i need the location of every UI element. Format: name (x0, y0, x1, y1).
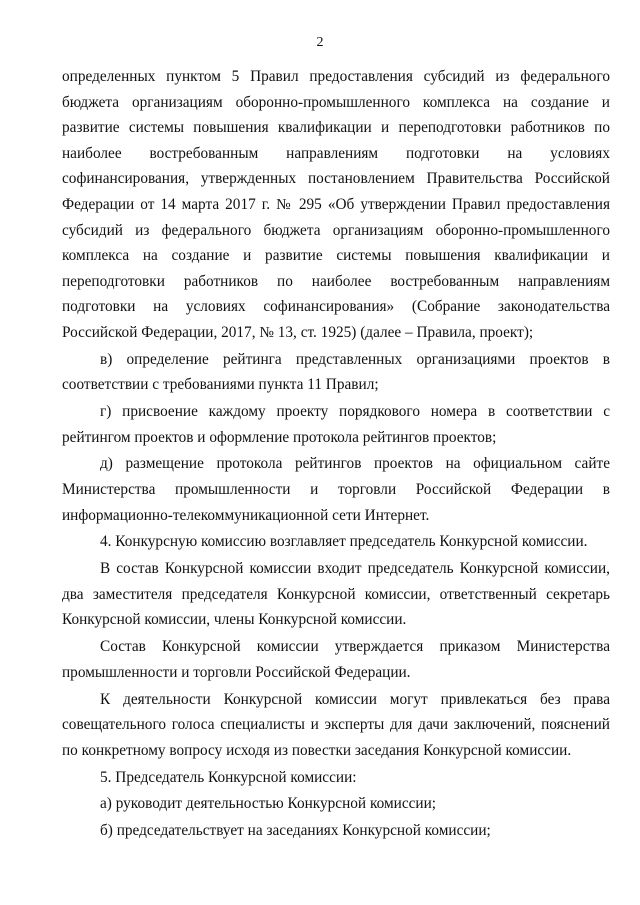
paragraph-section-5: 5. Председатель Конкурсной комиссии: (100, 768, 357, 786)
page-number: 2 (316, 35, 324, 50)
paragraph-commission-approval: Состав Конкурсной комиссии утверждается приказом Министерства промышленности и торговли Российской Федерации. (62, 638, 610, 681)
paragraph-experts: К деятельности Конкурсной комиссии могут привлекаться без права совещательного голоса специалисты и эксперты для дачи заключений, пояснений по конкретному вопросу исходя из повестки заседания Конкурсной комиссии. (62, 690, 610, 759)
paragraph-regulation-reference: определенных пунктом 5 Правил предоставления субсидий из федерального бюджета организациям оборонно-промышленного комплекса на создание и развитие системы повышения квалификации и переподготовки работников по наиболее востребованным направлениям подготовки на условиях софинансирования, утвержденных постановлением Правительства Российской Федерации от 14 марта 2017 г. № 295 «Об утверждении Правил предоставления субсидий из федерального бюджета организациям оборонно-промышленного комплекса на создание и развитие системы повышения квалификации и переподготовки работников по наиболее востребованным направлениям подготовки на условиях софинансирования» (Собрание законодательства Российской Федерации, 2017, № 13, ст. 1925) (далее – Правила, проект); (62, 68, 610, 341)
paragraph-item-a: а) руководит деятельностью Конкурсной комиссии; (100, 795, 437, 813)
paragraph-commission-composition: В состав Конкурсной комиссии входит председатель Конкурсной комиссии, два заместителя председателя Конкурсной комиссии, ответственный секретарь Конкурсной комиссии, члены Конкурсной комиссии. (62, 560, 610, 629)
document-body (62, 64, 610, 845)
paragraph-section-4: 4. Конкурсную комиссию возглавляет председатель Конкурсной комиссии. (100, 533, 588, 551)
paragraph-item-b: б) председательствует на заседаниях Конкурсной комиссии; (100, 822, 491, 840)
paragraph-item-d-publication: д) размещение протокола рейтингов проектов на официальном сайте Министерства промышленности и торговли Российской Федерации в информационно-телекоммуникационной сети Интернет. (62, 455, 610, 524)
paragraph-item-g-numbering: г) присвоение каждому проекту порядкового номера в соответствии с рейтингом проектов и оформление протокола рейтингов проектов; (62, 403, 610, 446)
paragraph-item-v-rating: в) определение рейтинга представленных организациями проектов в соответствии с требованиями пункта 11 Правил; (62, 350, 610, 394)
